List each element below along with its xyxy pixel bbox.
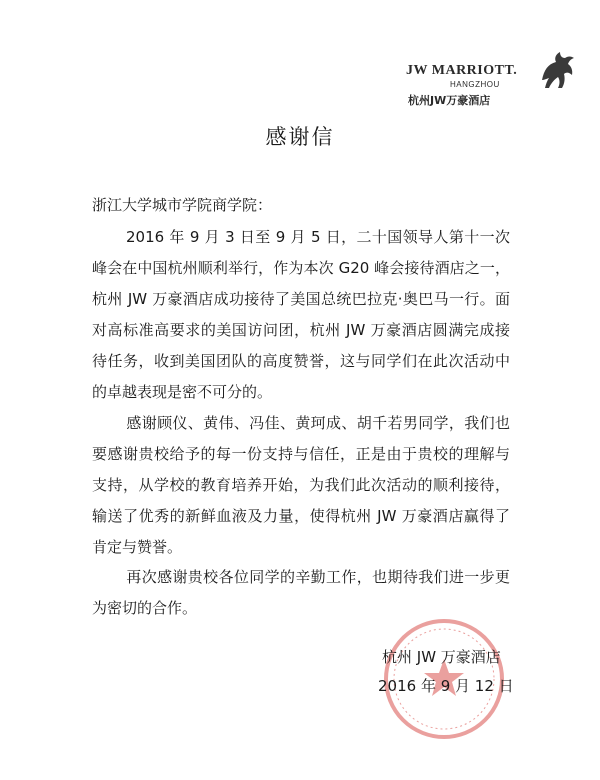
salutation: 浙江大学城市学院商学院： xyxy=(92,196,273,214)
brand-city: HANGZHOU xyxy=(450,80,500,89)
signature-date: 2016 年 9 月 12 日 xyxy=(378,677,514,695)
hotel-logo xyxy=(406,50,576,110)
paragraph-3: 再次感谢贵校各位同学的辛勤工作，也期待我们进一步更为密切的合作。 xyxy=(92,568,510,617)
brand-name: JW MARRIOTT. xyxy=(406,63,518,78)
brand-name-cn: 杭州JW万豪酒店 xyxy=(408,94,491,107)
letter-title: 感谢信 xyxy=(265,125,335,149)
paragraph-1: 2016 年 9 月 3 日至 9 月 5 日，二十国领导人第十一次峰会在中国杭州顺利举行，作为本次 G20 峰会接待酒店之一，杭州 JW 万豪酒店成功接待了美国总统巴拉克·奥巴马一行。面对高标准高要求的美国访问团，杭州 JW 万豪酒店圆满完成接待任务，收到美国团队的高度赞誉，这与同学们在此次活动中的卓越表现是密不可分的。 xyxy=(92,228,510,401)
griffin-icon xyxy=(538,50,576,92)
signature-name: 杭州 JW 万豪酒店 xyxy=(382,648,501,666)
paragraph-2: 感谢顾仪、黄伟、冯佳、黄珂成、胡千若男同学，我们也要感谢贵校给予的每一份支持与信任，正是由于贵校的理解与支持，从学校的教育培养开始，为我们此次活动的顺利接待，输送了优秀的新鲜血液及力量，使得杭州 JW 万豪酒店赢得了肯定与赞誉。 xyxy=(92,414,510,556)
